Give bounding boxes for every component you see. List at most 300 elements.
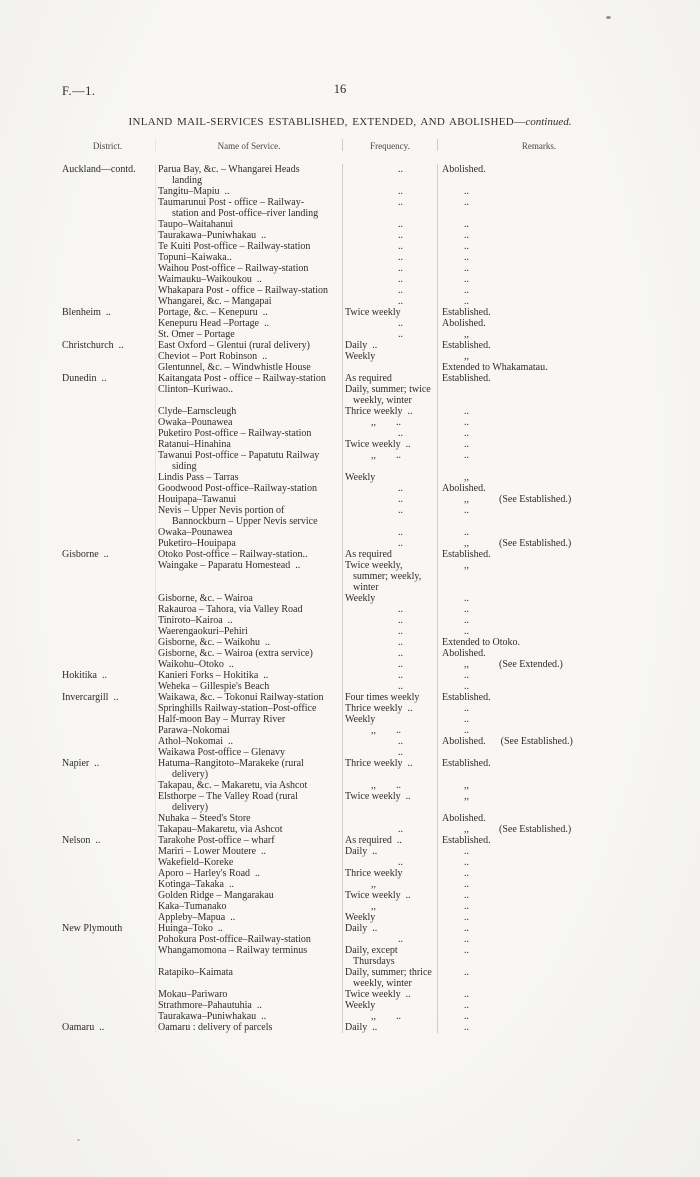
district-cell <box>60 912 155 923</box>
district-cell: New Plymouth <box>62 923 123 934</box>
service-name-cell: Golden Ridge – Mangarakau <box>155 890 342 901</box>
remarks-cell: ,, (See Extended.) <box>437 659 640 670</box>
table-row <box>60 1011 640 1022</box>
district-cell <box>60 879 155 890</box>
remarks-cell <box>437 384 640 406</box>
district-cell <box>60 736 155 747</box>
district-cell <box>60 329 155 340</box>
frequency-cell <box>342 362 437 373</box>
service-name-cell: Mokau–Pariwaro <box>155 989 342 1000</box>
district-cell <box>60 263 155 274</box>
service-name-cell: Glentunnel, &c. – Windwhistle House <box>155 362 342 373</box>
district-cell <box>60 593 155 604</box>
frequency-cell: .. <box>342 230 437 241</box>
remarks-cell: ,, (See Established.) <box>437 538 640 549</box>
frequency-cell: .. <box>342 197 437 219</box>
remarks-cell: Abolished. <box>437 318 640 329</box>
table-row <box>60 593 640 604</box>
service-name-cell: Goodwood Post-office–Railway-station <box>155 483 342 494</box>
remarks-cell: .. <box>437 945 640 967</box>
remarks-cell: .. <box>437 901 640 912</box>
service-name-cell: Takapau–Makaretu, via Ashcot <box>155 824 342 835</box>
frequency-cell: .. <box>342 494 437 505</box>
remarks-cell: .. <box>437 186 640 197</box>
frequency-cell: Thrice weekly .. <box>342 758 437 780</box>
remarks-cell: Established. <box>437 373 640 384</box>
remarks-cell: ,, <box>437 329 640 340</box>
service-name-cell: Taumarunui Post - office – Railway-station and Post-office–river landing <box>155 197 342 219</box>
table-row <box>60 340 640 351</box>
district-cell <box>60 659 155 670</box>
table-row <box>60 857 640 868</box>
service-name-cell: St. Omer – Portage <box>155 329 342 340</box>
table-row <box>60 307 640 318</box>
frequency-cell: .. <box>342 857 437 868</box>
remarks-cell: Established. <box>437 692 640 703</box>
service-name-cell: Waimauku–Waikoukou .. <box>155 274 342 285</box>
remarks-cell: .. <box>437 703 640 714</box>
table-row <box>60 494 640 505</box>
table-row <box>60 912 640 923</box>
remarks-cell: .. <box>437 879 640 890</box>
remarks-cell: ,, <box>437 791 640 813</box>
remarks-cell: .. <box>437 428 640 439</box>
frequency-cell: .. <box>342 648 437 659</box>
frequency-cell: .. <box>342 659 437 670</box>
table-row <box>60 263 640 274</box>
table-row <box>60 329 640 340</box>
table-row <box>60 362 640 373</box>
table-row <box>60 648 640 659</box>
remarks-cell: .. <box>437 252 640 263</box>
remarks-cell: .. <box>437 296 640 307</box>
district-cell <box>60 890 155 901</box>
remarks-cell: .. <box>437 450 640 472</box>
table-row <box>60 791 640 813</box>
remarks-cell: .. <box>437 681 640 692</box>
service-name-cell: Gisborne, &c. – Waikohu .. <box>155 637 342 648</box>
table-row <box>60 197 640 219</box>
table-row <box>60 813 640 824</box>
district-cell <box>60 747 155 758</box>
table-row <box>60 604 640 615</box>
remarks-cell: Established. <box>437 549 640 560</box>
table-row <box>60 934 640 945</box>
remarks-cell: .. <box>437 923 640 934</box>
district-cell: Nelson .. <box>62 835 101 846</box>
remarks-cell: ,, (See Established.) <box>437 494 640 505</box>
service-name-cell: Elsthorpe – The Valley Road (rural delivery) <box>155 791 342 813</box>
service-name-cell: Mariri – Lower Moutere .. <box>155 846 342 857</box>
frequency-cell: Twice weekly .. <box>342 989 437 1000</box>
district-cell <box>60 637 155 648</box>
district-cell <box>60 1000 155 1011</box>
district-cell <box>60 285 155 296</box>
remarks-cell: .. <box>437 406 640 417</box>
remarks-cell: ,, <box>437 780 640 791</box>
district-cell <box>60 472 155 483</box>
remarks-cell: .. <box>437 263 640 274</box>
service-name-cell: Appleby–Mapua .. <box>155 912 342 923</box>
frequency-cell: Thrice weekly <box>342 868 437 879</box>
frequency-cell: .. <box>342 252 437 263</box>
district-cell <box>60 450 155 472</box>
table-row <box>60 890 640 901</box>
remarks-cell: Abolished. <box>437 813 640 824</box>
frequency-cell: Weekly <box>342 593 437 604</box>
table-row <box>60 989 640 1000</box>
table-row <box>60 835 640 846</box>
table-row <box>60 901 640 912</box>
frequency-cell: ,, .. <box>342 417 437 428</box>
service-name-cell: Waingake – Paparatu Homestead .. <box>155 560 342 593</box>
column-header-frequency: Frequency. <box>342 139 437 151</box>
remarks-cell: .. <box>437 219 640 230</box>
table-row <box>60 868 640 879</box>
table-row <box>60 879 640 890</box>
service-name-cell: Waikawa Post-office – Glenavy <box>155 747 342 758</box>
remarks-cell: .. <box>437 989 640 1000</box>
district-cell <box>60 494 155 505</box>
district-cell <box>60 901 155 912</box>
district-cell <box>60 681 155 692</box>
frequency-cell: .. <box>342 824 437 835</box>
table-row <box>60 351 640 362</box>
table-row <box>60 472 640 483</box>
frequency-cell: Daily .. <box>342 1022 437 1033</box>
frequency-cell: ,, <box>342 901 437 912</box>
district-cell: Blenheim .. <box>62 307 111 318</box>
page-number: 16 <box>333 82 347 96</box>
district-cell <box>60 230 155 241</box>
service-name-cell: Weheka – Gillespie's Beach <box>155 681 342 692</box>
district-cell <box>60 296 155 307</box>
district-cell <box>60 824 155 835</box>
district-cell <box>60 384 155 406</box>
service-name-cell: Gisborne, &c. – Wairoa <box>155 593 342 604</box>
frequency-cell: Weekly <box>342 1000 437 1011</box>
frequency-cell: ,, <box>342 879 437 890</box>
district-cell <box>60 538 155 549</box>
frequency-cell: .. <box>342 626 437 637</box>
table-row <box>60 406 640 417</box>
district-cell: Invercargill .. <box>62 692 119 703</box>
service-name-cell: Portage, &c. – Kenepuru .. <box>155 307 342 318</box>
remarks-cell: Abolished. <box>437 648 640 659</box>
remarks-cell <box>437 747 640 758</box>
remarks-cell: Abolished. <box>437 483 640 494</box>
district-cell <box>60 197 155 219</box>
service-name-cell: Half-moon Bay – Murray River <box>155 714 342 725</box>
table-header-row <box>60 139 640 151</box>
frequency-cell <box>342 813 437 824</box>
service-name-cell: Houipapa–Tawanui <box>155 494 342 505</box>
table-row <box>60 230 640 241</box>
frequency-cell: ,, .. <box>342 725 437 736</box>
remarks-cell: .. <box>437 439 640 450</box>
service-name-cell: Huinga–Toko .. <box>155 923 342 934</box>
district-cell <box>60 527 155 538</box>
table-row <box>60 692 640 703</box>
remarks-cell: ,, <box>437 560 640 593</box>
table-row <box>60 560 640 593</box>
frequency-cell: Thrice weekly .. <box>342 703 437 714</box>
district-cell <box>60 428 155 439</box>
service-name-cell: Taurakawa–Puniwhakau .. <box>155 230 342 241</box>
service-name-cell: Lindis Pass – Tarras <box>155 472 342 483</box>
service-name-cell: Clyde–Earnscleugh <box>155 406 342 417</box>
remarks-cell: .. <box>437 417 640 428</box>
district-cell <box>60 780 155 791</box>
frequency-cell: Daily, except Thursdays <box>342 945 437 967</box>
district-cell: Oamaru .. <box>62 1022 105 1033</box>
remarks-cell: .. <box>437 967 640 989</box>
table-row <box>60 967 640 989</box>
district-cell <box>60 857 155 868</box>
frequency-cell: .. <box>342 285 437 296</box>
district-cell: Dunedin .. <box>62 373 107 384</box>
frequency-cell: .. <box>342 483 437 494</box>
remarks-cell: .. <box>437 604 640 615</box>
table-row <box>60 549 640 560</box>
frequency-cell: .. <box>342 637 437 648</box>
district-cell: Napier .. <box>62 758 100 769</box>
service-name-cell: Takapau, &c. – Makaretu, via Ashcot <box>155 780 342 791</box>
district-cell <box>60 406 155 417</box>
district-cell <box>60 1011 155 1022</box>
frequency-cell: .. <box>342 318 437 329</box>
frequency-cell: As required .. <box>342 835 437 846</box>
frequency-cell: .. <box>342 505 437 527</box>
table-row <box>60 483 640 494</box>
table-row <box>60 164 640 186</box>
district-cell <box>60 615 155 626</box>
service-name-cell: Clinton–Kuriwao.. <box>155 384 342 406</box>
frequency-cell: .. <box>342 428 437 439</box>
district-cell <box>60 846 155 857</box>
service-name-cell: Tangitu–Mapiu .. <box>155 186 342 197</box>
column-header-name-of-service: Name of Service. <box>155 139 342 151</box>
district-cell <box>60 989 155 1000</box>
service-name-cell: Taupo–Waitahanui <box>155 219 342 230</box>
frequency-cell: .. <box>342 274 437 285</box>
district-cell <box>60 648 155 659</box>
service-name-cell: Parawa–Nokomai <box>155 725 342 736</box>
frequency-cell: Weekly <box>342 472 437 483</box>
remarks-cell: ,, <box>437 472 640 483</box>
document-reference: F.—1. <box>62 84 96 98</box>
frequency-cell: Daily .. <box>342 923 437 934</box>
remarks-cell: ,, (See Established.) <box>437 824 640 835</box>
remarks-cell: Extended to Whakamatau. <box>437 362 640 373</box>
frequency-cell: Daily .. <box>342 846 437 857</box>
table-row <box>60 758 640 780</box>
remarks-cell: Abolished. (See Established.) <box>437 736 640 747</box>
frequency-cell: Daily .. <box>342 340 437 351</box>
service-name-cell: Cheviot – Port Robinson .. <box>155 351 342 362</box>
scan-artifact <box>77 1139 80 1141</box>
remarks-cell: .. <box>437 197 640 219</box>
service-name-cell: Tarakohe Post-office – wharf <box>155 835 342 846</box>
remarks-cell: Established. <box>437 307 640 318</box>
service-name-cell: Topuni–Kaiwaka.. <box>155 252 342 263</box>
service-name-cell: Nevis – Upper Nevis portion of Bannockburn – Upper Nevis service <box>155 505 342 527</box>
frequency-cell: .. <box>342 527 437 538</box>
frequency-cell: Daily, summer; thrice weekly, winter <box>342 967 437 989</box>
district-cell <box>60 791 155 813</box>
service-name-cell: Otoko Post-office – Railway-station.. <box>155 549 342 560</box>
table-row <box>60 505 640 527</box>
service-name-cell: Ratapiko–Kaimata <box>155 967 342 989</box>
remarks-cell: .. <box>437 846 640 857</box>
remarks-cell: .. <box>437 714 640 725</box>
table-row <box>60 1000 640 1011</box>
service-name-cell: Waikohu–Otoko .. <box>155 659 342 670</box>
table-row <box>60 219 640 230</box>
district-cell <box>60 967 155 989</box>
frequency-cell: .. <box>342 219 437 230</box>
district-cell <box>60 219 155 230</box>
district-cell <box>60 186 155 197</box>
remarks-cell: .. <box>437 857 640 868</box>
district-cell <box>60 351 155 362</box>
table-row <box>60 538 640 549</box>
district-cell <box>60 945 155 967</box>
district-cell: Gisborne .. <box>62 549 109 560</box>
district-cell <box>60 362 155 373</box>
district-cell <box>60 439 155 450</box>
district-cell <box>60 241 155 252</box>
district-cell: Auckland—contd. <box>62 164 136 175</box>
table-row <box>60 626 640 637</box>
service-name-cell: Kanieri Forks – Hokitika .. <box>155 670 342 681</box>
table-row <box>60 428 640 439</box>
remarks-cell: .. <box>437 285 640 296</box>
table-row <box>60 945 640 967</box>
service-name-cell: Owaka–Pounawea <box>155 417 342 428</box>
frequency-cell: .. <box>342 615 437 626</box>
remarks-cell: .. <box>437 890 640 901</box>
district-cell <box>60 252 155 263</box>
table-title-continued: continued. <box>525 116 572 128</box>
frequency-cell: .. <box>342 736 437 747</box>
frequency-cell: Twice weekly .. <box>342 439 437 450</box>
remarks-cell: Established. <box>437 340 640 351</box>
service-name-cell: Kaitangata Post - office – Railway-station <box>155 373 342 384</box>
table-row <box>60 714 640 725</box>
service-name-cell: Kaka–Tumanako <box>155 901 342 912</box>
table-row <box>60 252 640 263</box>
frequency-cell: Daily, summer; twice weekly, winter <box>342 384 437 406</box>
table-row <box>60 659 640 670</box>
frequency-cell: .. <box>342 604 437 615</box>
service-name-cell: Rakauroa – Tahora, via Valley Road <box>155 604 342 615</box>
table-row <box>60 384 640 406</box>
district-cell <box>60 483 155 494</box>
table-row <box>60 923 640 934</box>
district-cell: Hokitika .. <box>62 670 107 681</box>
service-name-cell: Puketiro Post-office – Railway-station <box>155 428 342 439</box>
frequency-cell: .. <box>342 186 437 197</box>
frequency-cell: .. <box>342 329 437 340</box>
table-row <box>60 296 640 307</box>
frequency-cell: Twice weekly .. <box>342 890 437 901</box>
remarks-cell: .. <box>437 1022 640 1033</box>
remarks-cell: .. <box>437 1011 640 1022</box>
table-row <box>60 285 640 296</box>
service-name-cell: Wakefield–Koreke <box>155 857 342 868</box>
service-name-cell: Pohokura Post-office–Railway-station <box>155 934 342 945</box>
remarks-cell: .. <box>437 934 640 945</box>
frequency-cell: .. <box>342 681 437 692</box>
remarks-cell: Established. <box>437 835 640 846</box>
remarks-cell: .. <box>437 912 640 923</box>
remarks-cell: Extended to Otoko. <box>437 637 640 648</box>
frequency-cell: Weekly <box>342 714 437 725</box>
service-name-cell: Tiniroto–Kairoa .. <box>155 615 342 626</box>
table-row <box>60 615 640 626</box>
remarks-cell: Abolished. <box>437 164 640 186</box>
table-row <box>60 450 640 472</box>
table-row <box>60 1022 640 1033</box>
frequency-cell: .. <box>342 934 437 945</box>
table-row <box>60 725 640 736</box>
table-row <box>60 681 640 692</box>
frequency-cell: ,, .. <box>342 780 437 791</box>
table-row <box>60 670 640 681</box>
table-row <box>60 318 640 329</box>
frequency-cell: Weekly <box>342 912 437 923</box>
frequency-cell: As required <box>342 549 437 560</box>
frequency-cell: .. <box>342 538 437 549</box>
district-cell <box>60 725 155 736</box>
frequency-cell: ,, .. <box>342 450 437 472</box>
table-row <box>60 703 640 714</box>
table-row <box>60 274 640 285</box>
column-header-district: District. <box>92 141 123 151</box>
remarks-cell: .. <box>437 1000 640 1011</box>
table-row <box>60 736 640 747</box>
service-name-cell: Waikawa, &c. – Tokonui Railway-station <box>155 692 342 703</box>
table-row <box>60 846 640 857</box>
frequency-cell: .. <box>342 670 437 681</box>
district-cell <box>60 417 155 428</box>
service-name-cell: Owaka–Pounawea <box>155 527 342 538</box>
service-name-cell: Athol–Nokomai .. <box>155 736 342 747</box>
remarks-cell: .. <box>437 615 640 626</box>
district-cell: Christchurch .. <box>62 340 124 351</box>
service-name-cell: Strathmore–Pahautuhia .. <box>155 1000 342 1011</box>
district-cell <box>60 714 155 725</box>
table-row <box>60 241 640 252</box>
service-name-cell: Whangarei, &c. – Mangapai <box>155 296 342 307</box>
frequency-cell: .. <box>342 241 437 252</box>
table-row <box>60 637 640 648</box>
column-header-remarks: Remarks. <box>437 139 640 151</box>
district-cell <box>60 505 155 527</box>
service-name-cell: Waihou Post-office – Railway-station <box>155 263 342 274</box>
service-name-cell: Whakapara Post - office – Railway-station <box>155 285 342 296</box>
service-name-cell: Te Kuiti Post-office – Railway-station <box>155 241 342 252</box>
district-cell <box>60 626 155 637</box>
service-name-cell: Kotinga–Takaka .. <box>155 879 342 890</box>
remarks-cell: .. <box>437 670 640 681</box>
service-name-cell: Aporo – Harley's Road .. <box>155 868 342 879</box>
frequency-cell: Twice weekly <box>342 307 437 318</box>
frequency-cell: Thrice weekly .. <box>342 406 437 417</box>
remarks-cell: .. <box>437 505 640 527</box>
frequency-cell: ,, .. <box>342 1011 437 1022</box>
